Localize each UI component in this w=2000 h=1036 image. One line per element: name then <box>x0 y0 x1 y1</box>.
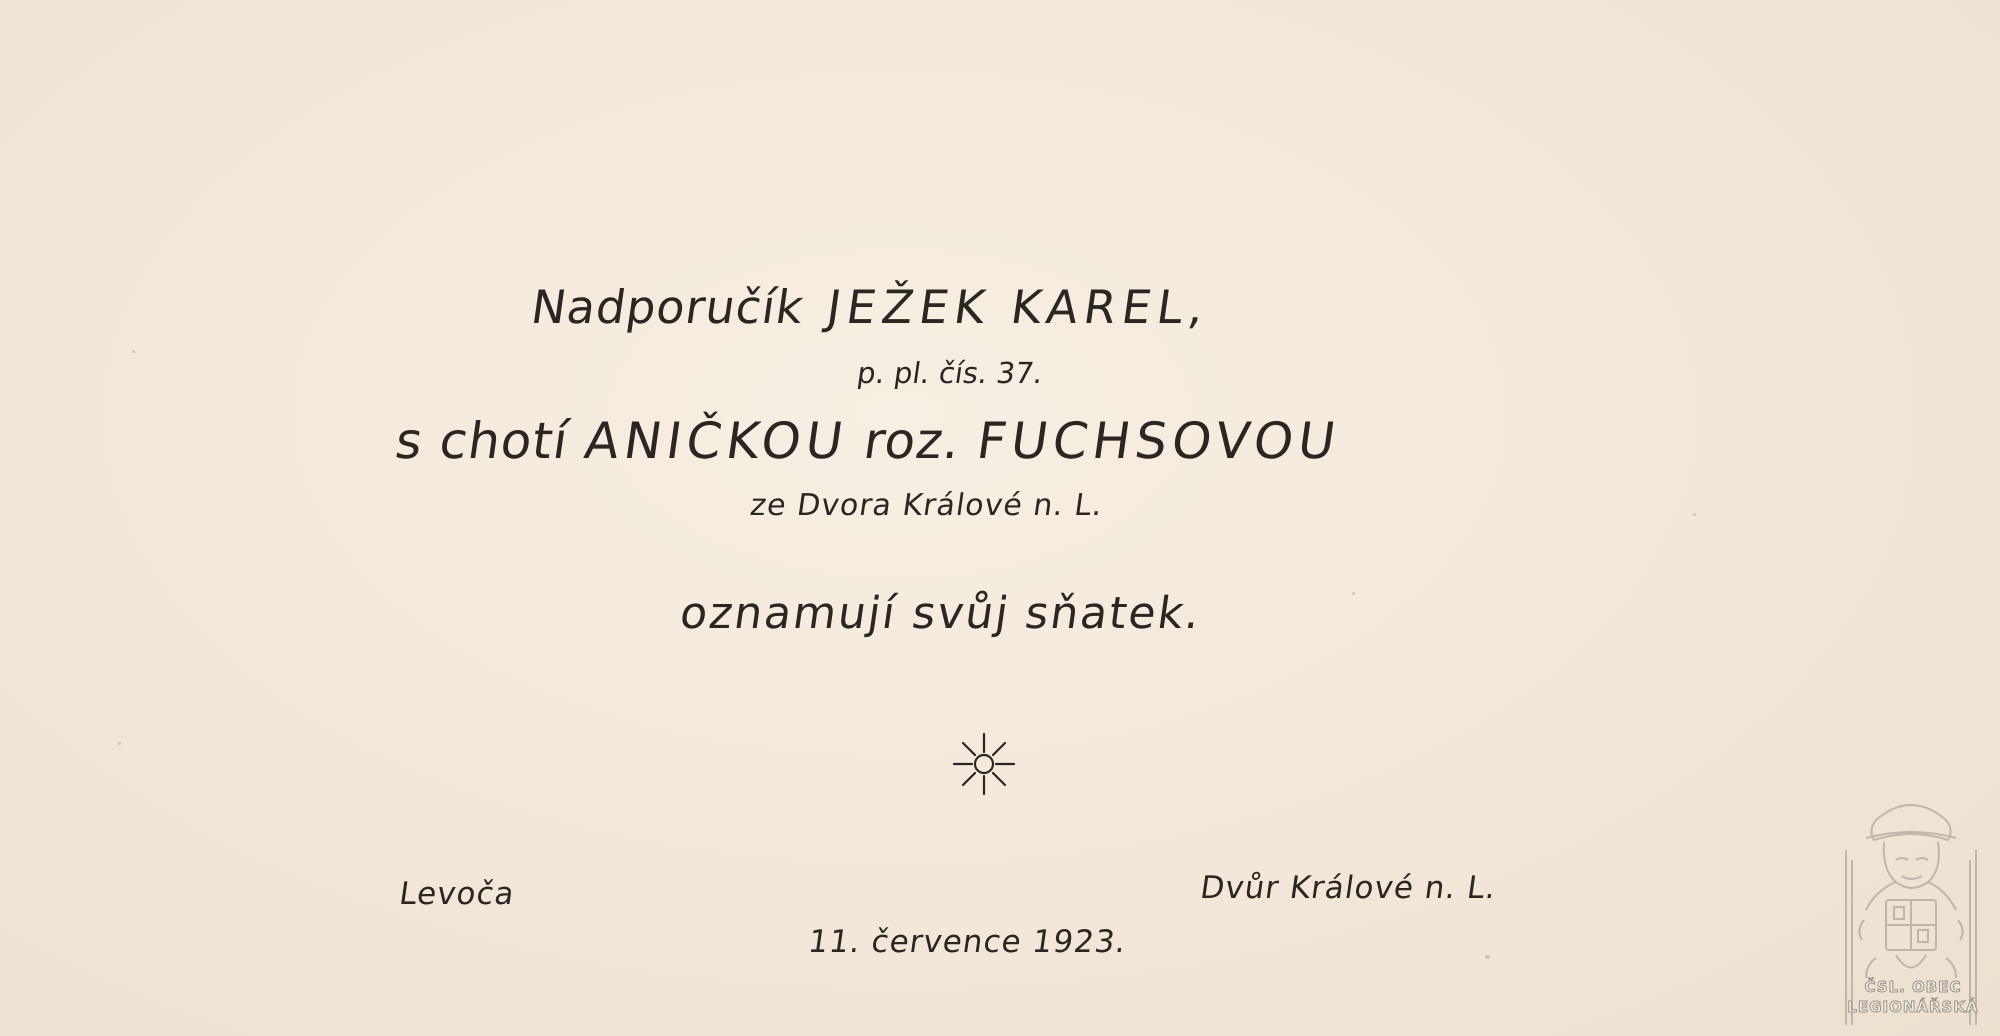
bride-origin: ze Dvora Králové n. L. <box>748 488 1106 523</box>
wife-line <box>392 412 1344 470</box>
wife-prefix: s chotí <box>392 412 573 470</box>
paper-speck <box>1485 955 1490 959</box>
paper-speck <box>132 350 135 353</box>
regiment: p. pl. čís. 37. <box>855 356 1046 390</box>
place-right: Dvůr Králové n. L. <box>1198 870 1499 906</box>
place-left: Levoča <box>397 876 518 912</box>
bride-name: ANIČKOU <box>581 412 852 470</box>
seal-text-line1: ČSL. OBEC <box>1864 978 1962 996</box>
paper-speck <box>1352 592 1355 595</box>
announcement-message: oznamují svůj sňatek. <box>677 588 1205 639</box>
title-line <box>528 280 1213 334</box>
born-label: roz. <box>860 412 965 470</box>
bride-maiden-name: FUCHSOVOU <box>973 412 1344 470</box>
seal-text-line2: LEGIONÁŘSKÁ <box>1847 998 1979 1016</box>
sun-star-icon <box>952 732 1016 796</box>
rank: Nadporučík <box>528 280 808 334</box>
groom-name: JEŽEK KAREL, <box>823 280 1214 334</box>
wedding-date: 11. července 1923. <box>806 924 1129 960</box>
paper-speck <box>118 742 121 745</box>
paper-speck <box>1693 513 1696 516</box>
